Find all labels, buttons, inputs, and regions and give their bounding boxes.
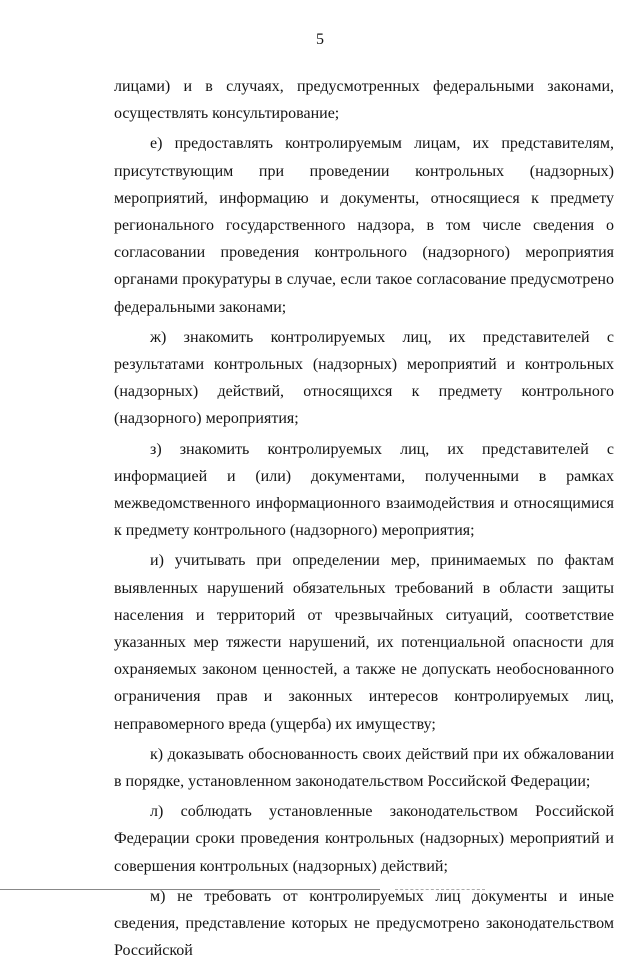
paragraph-item-e: е) предоставлять контролируемым лицам, их представителям, присутствующим при проведении контрольных (надзорных) мероприятий, информацию и документы, относящиеся к предмету регионального государственного надзора, в том числе сведения о согласовании проведения контрольного (надзорного) мероприятия органами прокуратуры в случае, если такое согласование предусмотрено федеральными законами; — [114, 135, 614, 316]
document-body — [114, 73, 614, 965]
paragraph-item-zh: ж) знакомить контролируемых лиц, их представителей с результатами контрольных (надзорных) мероприятий и контрольных (надзорных) действий, относящихся к предмету контрольного (надзорного) мероприятия; — [114, 328, 614, 428]
paragraph-item-i: и) учитывать при определении мер, принимаемых по фактам выявленных нарушений обязательных требований в области защиты населения и территорий от чрезвычайных ситуаций, соответствие указанных мер тяжести нарушений, их потенциальной опасности для охраняемых законом ценностей, а также не допускать необоснованного ограничения прав и законных интересов контролируемых лиц, неправомерного вреда (ущерба) их имуществу; — [114, 552, 614, 733]
paragraph-item-l: л) соблюдать установленные законодательством Российской Федерации сроки проведения контрольных (надзорных) мероприятий и совершения контрольных (надзорных) действий; — [114, 803, 614, 875]
paragraph-item-m: м) не требовать от контролируемых лиц документы и иные сведения, представление которых не предусмотрено законодательством Российской — [114, 887, 614, 960]
paragraph-continuation: лицами) и в случаях, предусмотренных федеральными законами, осуществлять консультирование; — [114, 78, 614, 123]
page-number: 5 — [316, 31, 324, 48]
footer-rule — [0, 889, 380, 890]
paragraph-item-k: к) доказывать обоснованность своих действий при их обжаловании в порядке, установленном законодательством Российской Федерации; — [114, 745, 614, 791]
paragraph-item-z: з) знакомить контролируемых лиц, их представителей с информацией и (или) документами, полученными в рамках межведомственного информационного взаимодействия и относящимися к предмету контрольного (надзорного) мероприятия; — [114, 440, 614, 540]
footer-rule-short — [395, 889, 485, 890]
